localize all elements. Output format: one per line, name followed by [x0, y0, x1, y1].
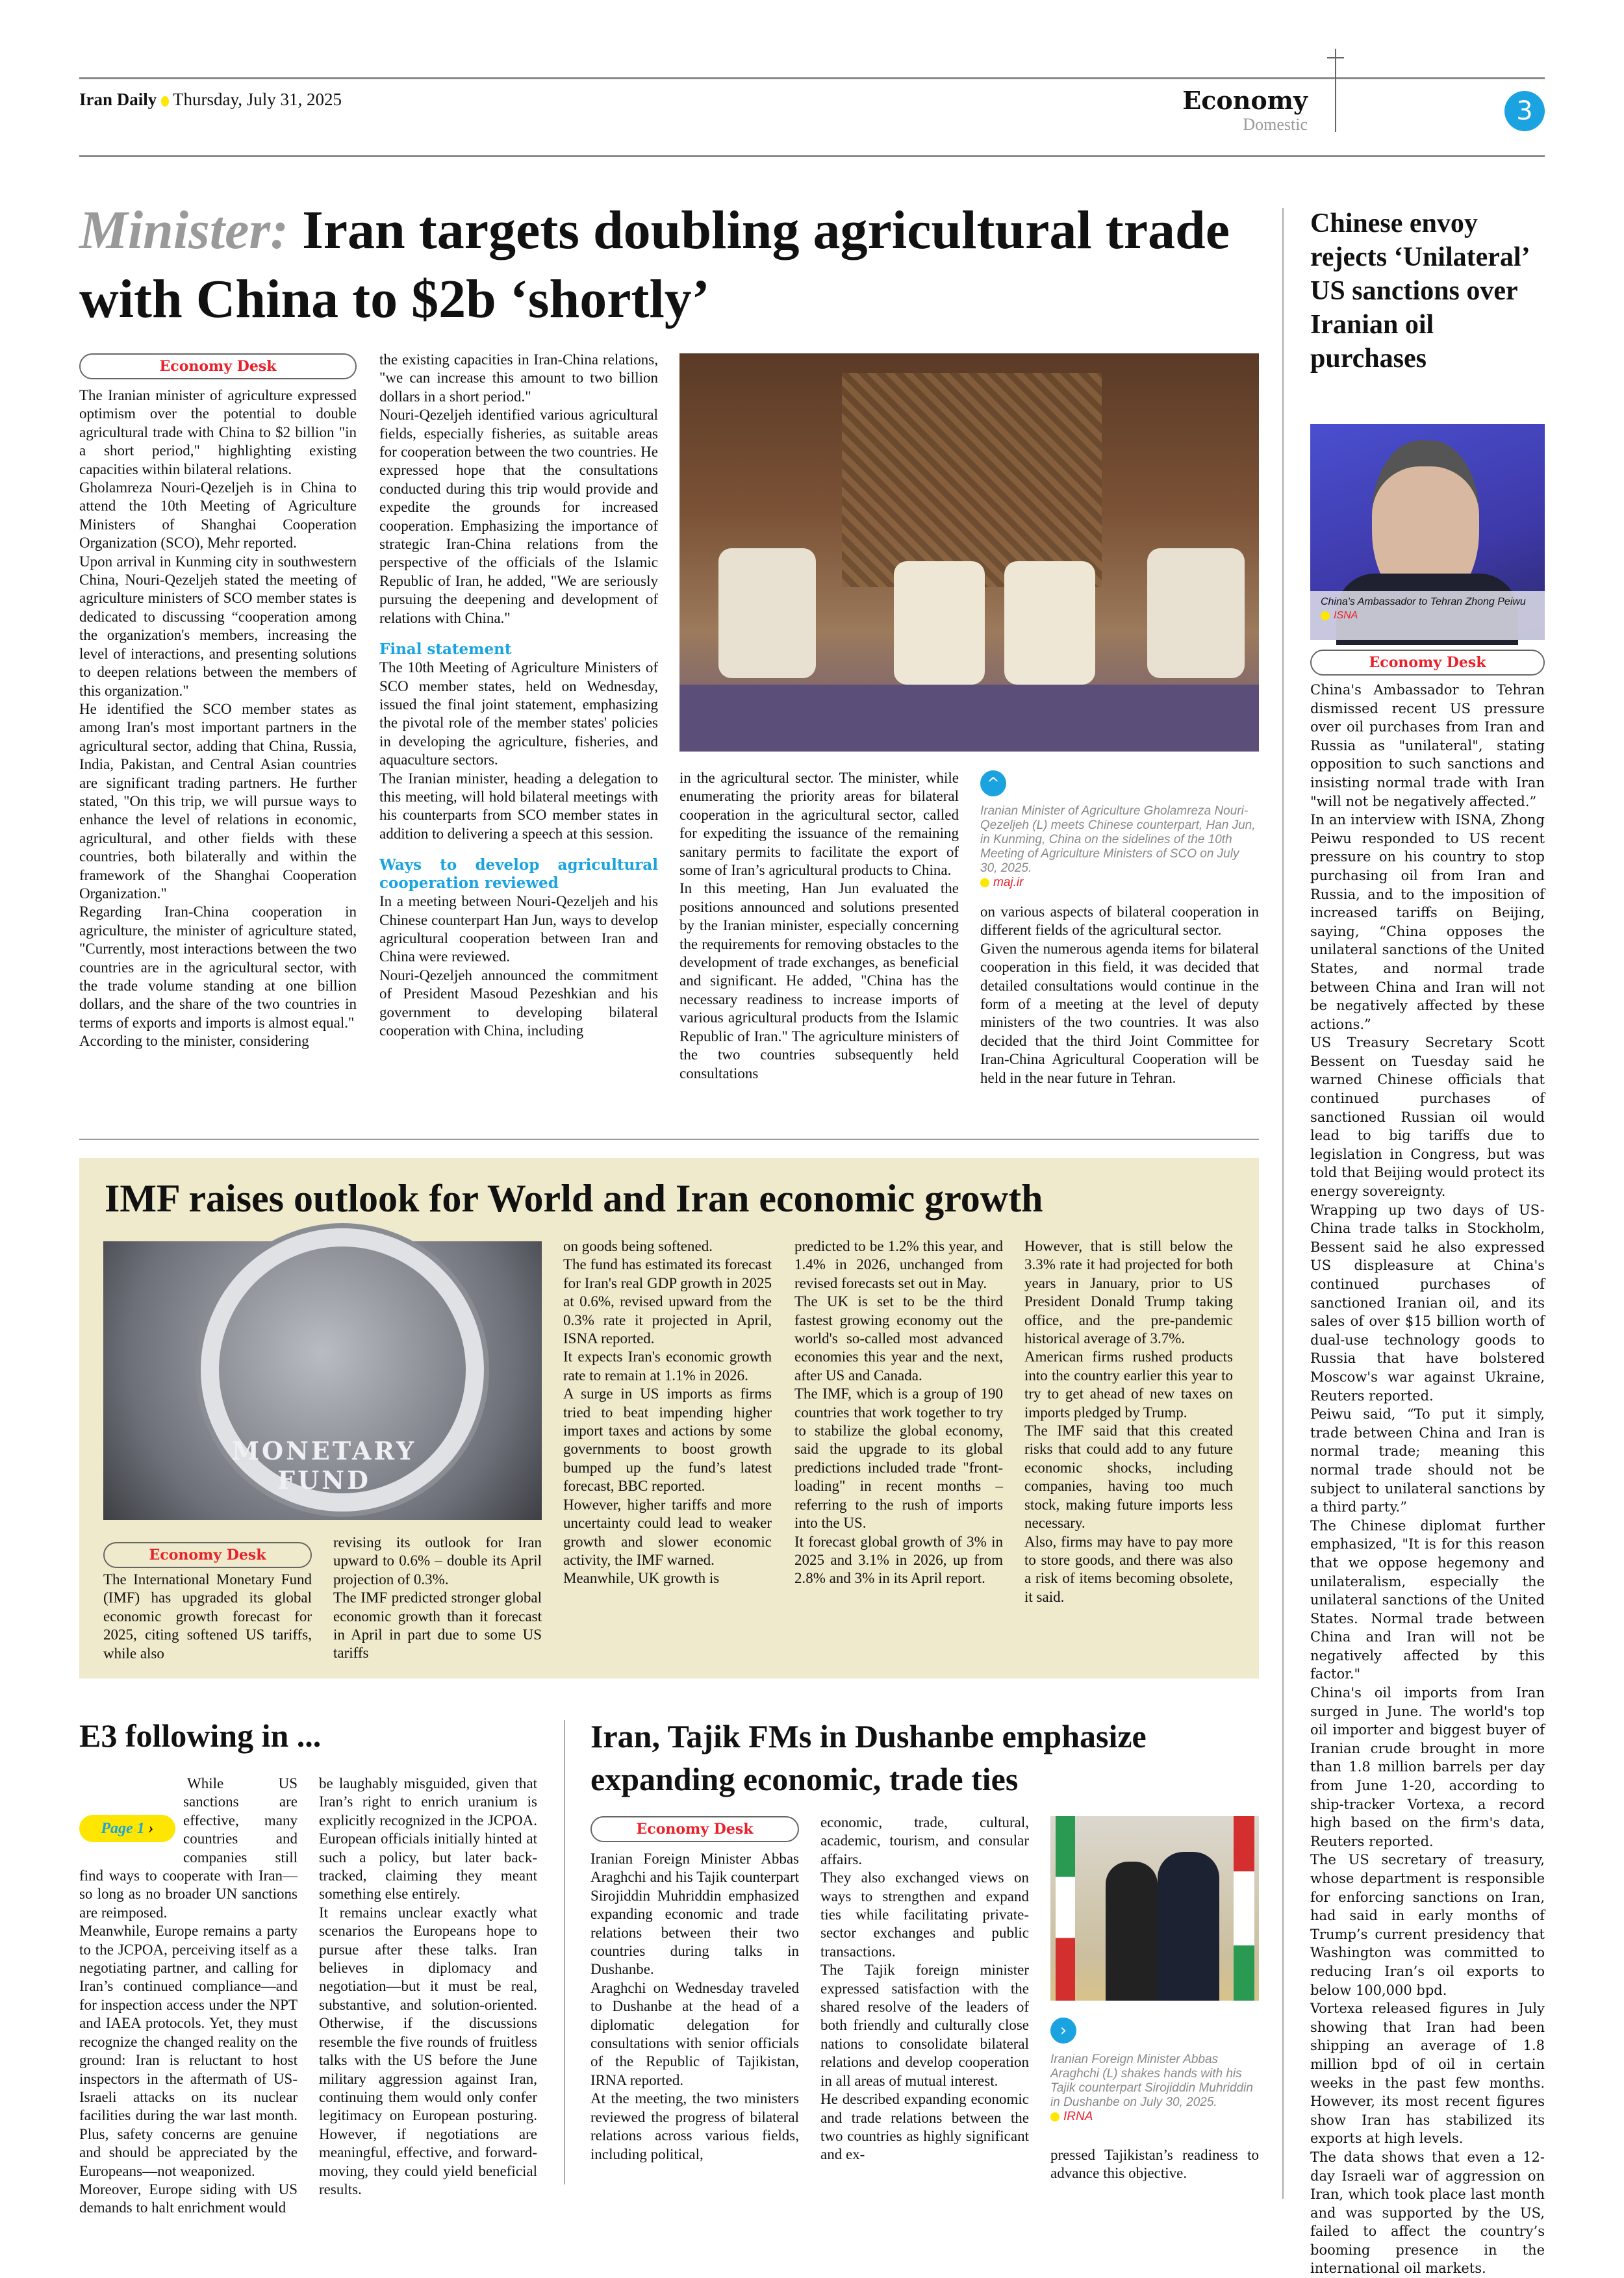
paragraph: Also, firms may have to pay more to store goods, and there was also a risk of items becoming obsolete, it said.: [1024, 1533, 1233, 1605]
paragraph: The fund has estimated its forecast for Iran's real GDP growth in 2025 at 0.6%, revised upward from the 0.3% rate it projected in April, ISNA reported.: [563, 1256, 772, 1347]
envoy-photo: [1310, 424, 1545, 640]
header-dateline: [79, 90, 342, 110]
caption-text: China's Ambassador to Tehran Zhong Peiwu: [1321, 596, 1526, 607]
subsection-name: Domestic: [1243, 115, 1308, 134]
paper-name: Iran Daily: [79, 90, 157, 109]
section-label: [1182, 86, 1308, 134]
section-name: Economy: [1182, 86, 1308, 115]
paragraph: In an interview with ISNA, Zhong Peiwu responded to US recent pressure on his country to stop purchasing oil from Iran and Russia, and to the imposition of increased tariffs on Beijing, saying, “China opposes the unilateral sanctions of the United States, and normal trade between China and Iran will not be negatively affected by these actions.”: [1310, 812, 1545, 1032]
tajik-flag: [1234, 1816, 1254, 2001]
section-divider: [79, 1139, 1259, 1140]
column-divider: [1282, 208, 1284, 2199]
paragraph: in the agricultural sector. The minister, while enumerating the priority areas for bilateral cooperation in the agricultural sector, called for expediting the issuance of the remaining sanitary permits to facilitate the export of some of Iran’s agricultural products to China.: [679, 770, 959, 879]
armchair: [718, 548, 816, 678]
paragraph: In a meeting between Nouri-Qezeljeh and his Chinese counterpart Han Jun, ways to develop agricultural cooperation between Iran and China were reviewed.: [379, 893, 658, 965]
e3-col1-paras: [79, 1922, 298, 2218]
imf-col-c: [563, 1237, 772, 1668]
col2-paras-b: [379, 659, 658, 843]
photo-credit: maj.ir: [993, 876, 1024, 889]
paragraph: The Iranian minister of agriculture expressed optimism over the potential to double agricultural trade with China to $2 billion "in a short period," highlighting existing capacities within bilateral relations.: [79, 387, 357, 477]
e3-headline: E3 following in ...: [79, 1717, 322, 1754]
paragraph: In this meeting, Han Jun evaluated the positions announced and solutions presented by the Iranian minister, especially concerning the requirements for removing obstacles to the development of trade exchanges, as beneficial and significant. He added, "China has the necessary readiness to increase imports of various agricultural products from the Islamic Republic of Iran." The agriculture ministers of the two countries subsequently held consultations: [679, 880, 959, 1082]
page-link-label: Page 1: [101, 1820, 145, 1837]
page-1-link[interactable]: [79, 1815, 175, 1842]
chevron-right-icon: ›: [1050, 2018, 1076, 2044]
photo-credit: IRNA: [1063, 2110, 1093, 2123]
paragraph: economic, trade, cultural, academic, tourism, and consular affairs.: [820, 1814, 1029, 1867]
col2-paras-a: [379, 351, 658, 627]
envoy-caption: [1310, 591, 1545, 640]
main-col-4: [980, 903, 1259, 1126]
paragraph: A surge in US imports as firms tried to beat impending higher import taxes and actions by some governments to boost growth bumped up the fund’s latest forecast, BBC reported.: [563, 1386, 772, 1495]
seal-lettering: MONETARY FUND: [231, 1436, 417, 1495]
header-top-rule: [79, 77, 1545, 79]
meeting-photo: [679, 353, 1259, 752]
iran-flag: [1056, 1816, 1075, 2001]
main-headline: [79, 196, 1275, 334]
paragraph: American firms rushed products into the country earlier this year to try to get ahead of new taxes on imports pledged by Trump.: [1024, 1348, 1233, 1421]
paragraph: At the meeting, the two ministers reviewed the progress of bilateral relations across various fields, including political,: [590, 2090, 799, 2162]
paragraph: be laughably misguided, given that Iran’s right to enrich uranium is explicitly recognized in the JCPOA. European officials initially hinted at such a policy, but later back-tracked, claiming they meant something else entirely.: [319, 1775, 537, 1903]
yellow-dot-icon: [980, 878, 989, 887]
paragraph: The IMF said that this created risks that could add to any future economic shocks, including companies, having too much stock, making future imports less necessary.: [1024, 1423, 1233, 1532]
caption-text: Iranian Foreign Minister Abbas Araghchi (L) shakes hands with his Tajik counterpart Sirojiddin Muhriddin in Dushanbe on July 30, 2025.: [1050, 2053, 1253, 2109]
bottom-column-divider: [564, 1720, 565, 2184]
envoy-body: [1310, 681, 1545, 2277]
subhead-ways: Ways to develop agricultural cooperation reviewed: [379, 856, 658, 892]
paragraph: Given the numerous agenda items for bilateral cooperation in this field, it was decided that detailed consultations would continue in the form of a meeting at the level of deputy ministers of the two countries. It was also decided that the third Joint Committee for Iran-China Agricultural Cooperation will be held in the near future in Tehran.: [980, 940, 1259, 1086]
paragraph: The UK is set to be the third fastest growing economy out the world's so-called most advanced economies this year and the next, after US and Canada.: [794, 1293, 1003, 1384]
e3-col-2: [319, 1775, 537, 2197]
headline-text: Iran targets doubling agricultural trade with China to $2b ‘shortly’: [79, 200, 1230, 329]
paragraph: The Tajik foreign minister expressed satisfaction with the shared resolve of the leaders of both friendly and culturally close nations to consolidate bilateral relations and develop cooperation in all areas of mutual interest.: [820, 1962, 1029, 2089]
armchair: [1004, 561, 1095, 685]
yellow-dot-icon: [1050, 2112, 1059, 2121]
imf-col-a: [103, 1571, 312, 1668]
chevron-up-icon: ^: [980, 770, 1006, 796]
paragraph: The Chinese diplomat further emphasized, "It is for this reason that we oppose hegemony and unilateralism, especially the unilateral sanctions of the United States. Normal trade between China and Iran will not be negatively affected by this factor.": [1310, 1517, 1545, 1682]
paragraph: The 10th Meeting of Agriculture Ministers of SCO member states, held on Wednesday, issued the final joint statement, emphasizing the pivotal role of the member states' policies in developing the agriculture, fisheries, and aquaculture sectors.: [379, 659, 658, 768]
paragraph: The International Monetary Fund (IMF) has upgraded its global economic growth forecast for 2025, citing softened US tariffs, while also: [103, 1571, 312, 1662]
imf-col-e: [1024, 1237, 1233, 1668]
paragraph: Meanwhile, Europe remains a party to the JCPOA, perceiving itself as a negotiating partner, and calling for Iran’s continued compliance—and for inspection access under the NPT and IAEA protocols. Yet, they must recognize the changed reality on the ground: Iran is reluctant to host inspectors in the aftermath of US-Israeli attacks on its nuclear facilities during the war last month. Plus, safety concerns are genuine and should be appreciated by the Europeans—not weaponized.: [79, 1923, 298, 2179]
e3-col-1: [79, 1775, 298, 2216]
paragraph: Upon arrival in Kunming city in southwestern China, Nouri-Qezeljeh stated the meeting of agriculture ministers of SCO member states is dedicated to discussing “cooperation among the organization's members, increasing the level of interactions, and presenting solutions to deepen relations between the members of this organization.": [79, 553, 357, 699]
paragraph: The data shows that even a 12-day Israeli war of aggression on Iran, which took place last month and was supported by the US, failed to affect the country’s booming presence in the international oil markets.: [1310, 2149, 1545, 2277]
imf-seal-image: [103, 1241, 542, 1520]
paragraph: China's oil imports from Iran surged in June. The world's top oil importer and biggest buyer of Iranian crude brought in more than 1.8 million barrels per day from June 1-20, according to ship-tracker Vortexa, a record high based on the firm's data, Reuters reported.: [1310, 1685, 1545, 1849]
paragraph: It remains unclear exactly what scenarios the Europeans hope to pursue after these talks. Iran believes in diplomacy and negotiation—but it must be real, substantive, and solution-oriented. Otherwise, if the discussions resemble the five rounds of fruitless talks with the US before the June military aggression against Iran, continuing them would only confer legitimacy on European posturing. However, if negotiations are meaningful, effective, and forward-moving, they could yield beneficial results.: [319, 1904, 537, 2197]
main-col-1: [79, 386, 357, 1127]
paragraph: on various aspects of bilateral cooperation in different fields of the agricultural sector.: [980, 904, 1259, 939]
paragraph: Iranian Foreign Minister Abbas Araghchi and his Tajik counterpart Sirojiddin Muhriddin emphasized expanding economic and trade relations between their two countries during talks in Dushanbe.: [590, 1851, 799, 1978]
tajik-headline: Iran, Tajik FMs in Dushanbe emphasize expanding economic, trade ties: [590, 1718, 1147, 1797]
paragraph: the existing capacities in Iran-China relations, "we can increase this amount to two billion dollars in a short period.": [379, 351, 658, 405]
tajik-col-3: [1050, 2146, 1259, 2185]
yellow-dot-icon: [1321, 611, 1330, 620]
col2-paras-c: [379, 892, 658, 1040]
paragraph: Gholamreza Nouri-Qezeljeh is in China to attend the 10th Meeting of Agriculture Ministers of Shanghai Cooperation Organization (SCO), Mehr reported.: [79, 479, 357, 551]
tajik-photo-caption: [1050, 2053, 1259, 2124]
paragraph: They also exchanged views on ways to strengthen and expand ties while facilitating private-sector exchanges and public transactions.: [820, 1869, 1029, 1960]
minister-right: [1158, 1852, 1219, 2001]
subhead-final-statement: Final statement: [379, 640, 512, 659]
e3-lead-paragraph: While US sanctions are effective, many countries and companies still find ways to cooperate with Iran—so long as no broader UN sanctions are reimposed.: [79, 1775, 298, 1921]
paragraph: The Iranian minister, heading a delegation to this meeting, will hold bilateral meetings with his counterparts from SCO member states in addition to delivering a speech at this session.: [379, 770, 658, 842]
paragraph: The IMF predicted stronger global economic growth than it forecast in April in part due to some US tariffs: [333, 1589, 542, 1662]
handshake-photo: [1050, 1816, 1259, 2001]
main-col-2: [379, 351, 658, 1127]
paragraph: He described expanding economic and trade relations between the two countries as highly significant and ex-: [820, 2091, 1029, 2163]
paragraph: Wrapping up two days of US-China trade talks in Stockholm, Bessent said he also expressed US displeasure at China's continued purchases of sanctioned Iranian oil, and its sales of over $15 billion worth of dual-use technology goods to Russia that have bolstered Moscow's war against Ukraine, Reuters reported.: [1310, 1202, 1545, 1404]
chevron-right-icon: ›: [148, 1820, 154, 1837]
carpet: [679, 685, 1259, 752]
paragraph: The IMF, which is a group of 190 countries that work together to try to stabilize the global economy, said the upgrade to its global predictions included trade "front-loading" in recent months – referring to the rush of imports into the US.: [794, 1386, 1003, 1532]
paragraph: The US secretary of treasury, whose department is responsible for enforcing sanctions on Iran, had said in early months of Trump’s current presidency that Washington was committed to reducing Iran’s oil exports to below 100,000 bpd.: [1310, 1852, 1545, 1998]
paragraph: US Treasury Secretary Scott Bessent on Tuesday said he warned Chinese officials that continued purchases of sanctioned Russian oil would lead to big tariffs due to legislation in Congress, but was told that Beijing would protect its energy sovereignty.: [1310, 1035, 1545, 1200]
caption-text: Iranian Minister of Agriculture Gholamreza Nouri-Qezeljeh (L) meets Chinese counterpart, Han Jun, in Kunming, China on the sidelines of the 10th Meeting of Agriculture Ministers of SCO on July 30, 2025.: [980, 804, 1256, 875]
header-divider: [1335, 49, 1336, 132]
paragraph: Araghchi on Wednesday traveled to Dushanbe at the head of a diplomatic delegation for consultations with senior officials of the Republic of Tajikistan, IRNA reported.: [590, 1979, 799, 2088]
paragraph: Vortexa released figures in July showing that Iran had been shipping an average of 1.8 million bpd of oil in certain weeks in the past few months. However, its most recent figures show Iran has stabilized its exports at high levels.: [1310, 2001, 1545, 2147]
paragraph: However, higher tariffs and more uncertainty could lead to weaker growth and slower economic activity, the IMF warned.: [563, 1496, 772, 1568]
paragraph: However, that is still below the 3.3% rate it had projected for both years in January, prior to US President Donald Trump taking office, and the pre-pandemic historical average of 3.7%.: [1024, 1238, 1233, 1347]
envoy-headline: Chinese envoy rejects ‘Unilateral’ US sanctions over Iranian oil purchases: [1310, 209, 1529, 373]
page-number-badge: 3: [1504, 91, 1545, 131]
paragraph: It expects Iran's economic growth rate to remain at 1.1% in 2026.: [563, 1348, 772, 1384]
paragraph: Nouri-Qezeljeh identified various agricultural fields, especially fisheries, as suitable areas for cooperation between the two countries. He expressed hope that the consultations conducted during this trip would provide and expedite the grounds for increased cooperation. Emphasizing the importance of strategic Iran-China relations from the perspective of the officials of the Islamic Republic of Iran, he added, "We are seriously pursuing the deepening and development of relations with China.": [379, 407, 658, 626]
desk-label: Economy Desk: [1310, 650, 1545, 676]
crosshair-mark: [1327, 57, 1344, 58]
issue-date: Thursday, July 31, 2025: [173, 90, 342, 109]
paragraph: predicted to be 1.2% this year, and 1.4% in 2026, unchanged from revised forecasts set out in May.: [794, 1238, 1003, 1291]
imf-col-b: [333, 1534, 542, 1668]
main-photo-caption: [980, 804, 1259, 890]
paragraph: Moreover, Europe siding with US demands to halt enrichment would: [79, 2181, 298, 2216]
paragraph: pressed Tajikistan’s readiness to advance this objective.: [1050, 2147, 1259, 2182]
main-col-3: [679, 769, 959, 1126]
paragraph: Nouri-Qezeljeh announced the commitment of President Masoud Pezeshkian and his government to developing bilateral cooperation with China, including: [379, 967, 658, 1039]
desk-label: Economy Desk: [590, 1816, 799, 1842]
paragraph: Regarding Iran-China cooperation in agriculture, the minister of agriculture stated, "Currently, most interactions between the two countries are in the agricultural sector, with the trade volume standing at one billion dollars, and the share of the two countries in terms of exports and imports is almost equal.": [79, 904, 357, 1031]
paragraph: revising its outlook for Iran upward to 0.6% – double its April projection of 0.3%.: [333, 1534, 542, 1588]
paragraph: He identified the SCO member states as among Iran's most important partners in the agricultural sector, adding that China, Russia, India, Pakistan, and Central Asian countries are significant trading partners. He further stated, "On this trip, we will pursue ways to enhance the level of relations in economic, agricultural, and other fields with these countries, both bilaterally and within the framework of the Shanghai Cooperation Organization.": [79, 700, 357, 902]
paragraph: on goods being softened.: [563, 1238, 713, 1254]
paragraph: According to the minister, considering: [79, 1033, 309, 1050]
paragraph: China's Ambassador to Tehran dismissed recent US pressure over oil purchases from Iran and Russia as "unilateral", stating opposition to such sanctions and insisting normal trade with Iran "will not be negatively affected.”: [1310, 682, 1545, 809]
paragraph: Peiwu said, “To put it simply, trade between China and Iran is normal trade; meaning this normal trade should not be subject to unilateral sanctions by a third party.”: [1310, 1406, 1545, 1515]
minister-left: [1106, 1862, 1158, 2001]
desk-label: Economy Desk: [79, 353, 357, 379]
paragraph: It forecast global growth of 3% in 2025 and 3.1% in 2026, up from 2.8% and 3% in its April report.: [794, 1533, 1003, 1587]
imf-headline: IMF raises outlook for World and Iran economic growth: [105, 1177, 1043, 1220]
yellow-dot-icon: [161, 96, 169, 107]
paragraph: Meanwhile, UK growth is: [563, 1570, 720, 1587]
headline-kicker: Minister:: [79, 200, 289, 260]
desk-label: Economy Desk: [103, 1542, 312, 1568]
imf-col-d: [794, 1237, 1003, 1668]
carved-screen: [842, 373, 1102, 587]
tajik-col-2: [820, 1814, 1029, 2183]
photo-credit: ISNA: [1334, 610, 1358, 621]
header-bottom-rule: [79, 155, 1545, 157]
tajik-col-1: [590, 1850, 799, 2183]
armchair: [1147, 548, 1245, 678]
armchair: [894, 561, 985, 685]
